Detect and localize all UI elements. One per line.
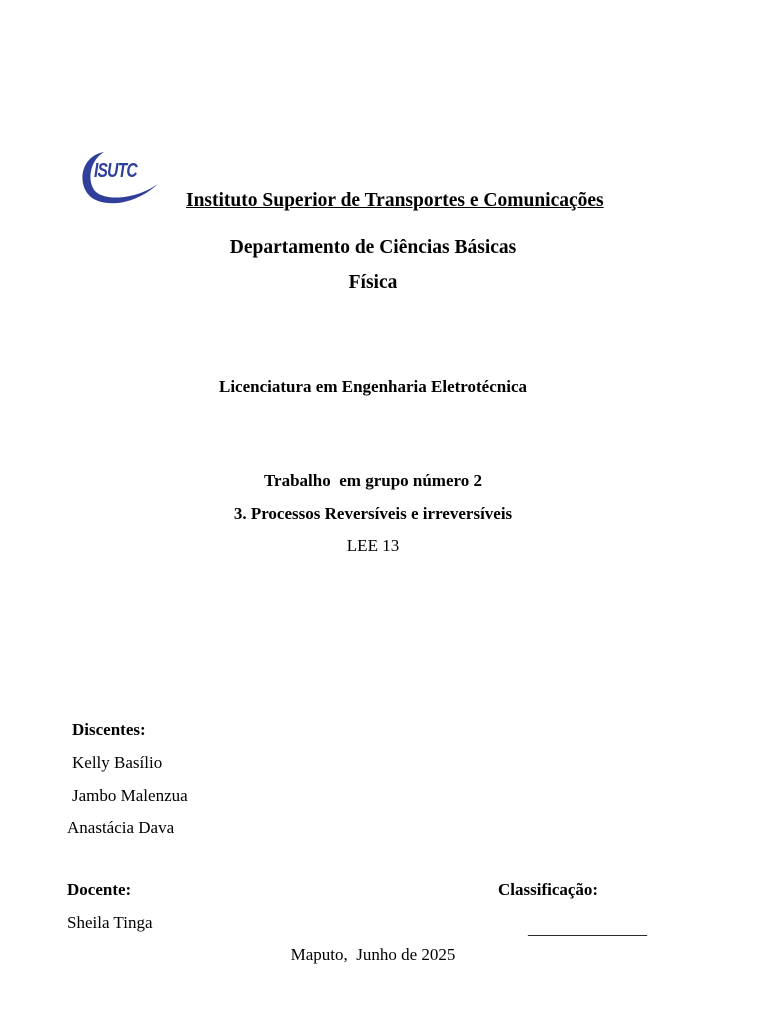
assignment-topic: 3. Processos Reversíveis e irreversíveis <box>233 504 513 523</box>
logo-text: ISUTC <box>94 160 137 182</box>
student-name: Kelly Basílio <box>72 753 163 772</box>
department-name: Departamento de Ciências Básicas <box>229 237 517 258</box>
teacher-heading: Docente: <box>67 880 132 899</box>
place-date: Maputo, Junho de 2025 <box>290 945 456 964</box>
assignment-title: Trabalho em grupo número 2 <box>263 471 483 490</box>
students-heading: Discentes: <box>72 720 146 739</box>
grade-blank-line: ______________ <box>528 919 647 938</box>
isutc-logo <box>78 146 162 208</box>
grade-heading: Classificação: <box>498 880 599 899</box>
student-name: Anastácia Dava <box>67 818 175 837</box>
subject-name: Física <box>348 272 398 293</box>
teacher-name: Sheila Tinga <box>67 913 153 932</box>
institute-name: Instituto Superior de Transportes e Comunicações <box>186 190 604 211</box>
class-code: LEE 13 <box>346 536 400 555</box>
student-name: Jambo Malenzua <box>72 786 188 805</box>
degree-name: Licenciatura em Engenharia Eletrotécnica <box>219 377 527 396</box>
